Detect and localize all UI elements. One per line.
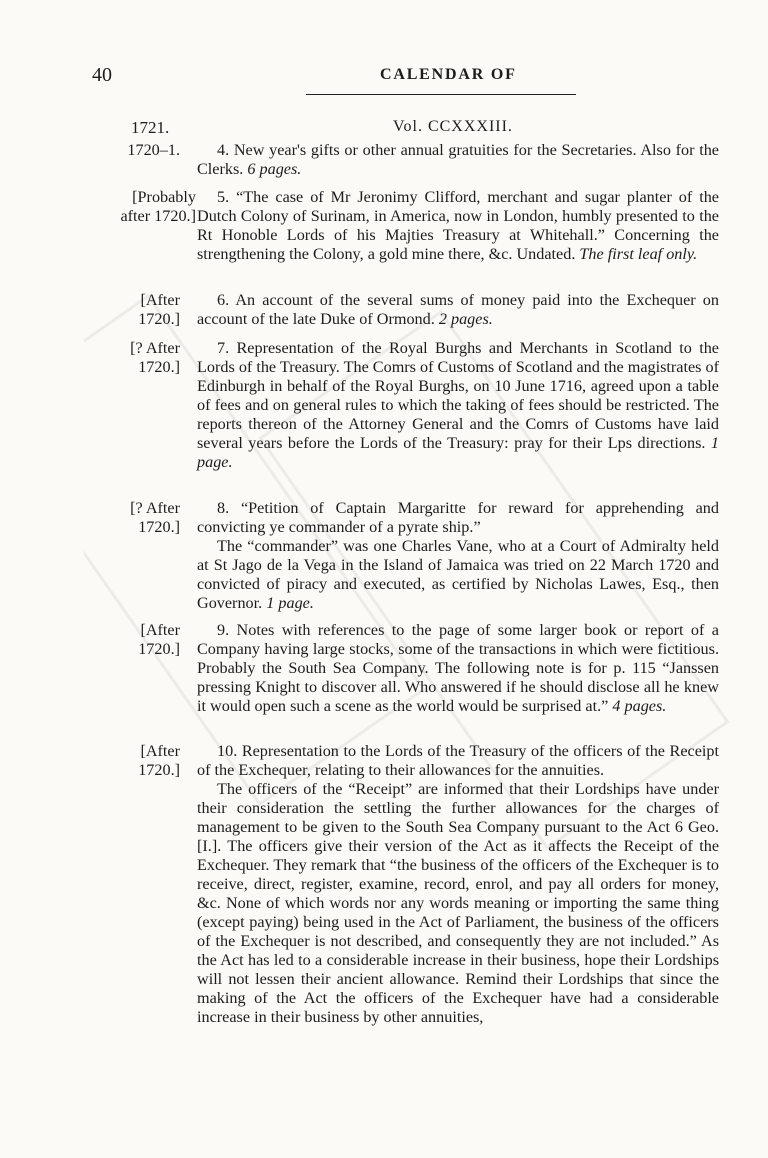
entry-body: 6. An account of the several sums of money paid into the Exchequer on account of the late Duke of Ormond.: [197, 291, 719, 328]
entry-body: 7. Representation of the Royal Burghs and Merchants in Scotland to the Lords of the Treasury. The Comrs of Customs of Scotland and the magistrates of Edinburgh in behalf of the Royal Burghs, on 10 June 1716, agreed upon a table of fees and on general rules to which the taking of fees should be restricted. The reports thereon of the Attorney General and the Comrs of Customs have laid several years before the Lords of the Treasury: pray for their Lps directions.: [197, 339, 719, 452]
entry-text: [197, 141, 719, 179]
entry-text: [197, 188, 719, 264]
entry-7: [92, 339, 722, 472]
entry-6: [92, 291, 722, 329]
entry-note: The “commander” was one Charles Vane, who at a Court of Admiralty held at St Jago de la Vega in the Island of Jamaica was tried on 22 March 1720 and convicted of piracy and executed, as certified by Nicholas Lawes, Esq., then Governor.: [197, 537, 719, 612]
entry-date: [? After 1720.]: [130, 339, 180, 376]
entry-date: [After 1720.]: [138, 742, 180, 779]
page-count: 4 pages.: [612, 697, 667, 715]
entry-text: [197, 499, 719, 613]
header-rule: [306, 94, 576, 95]
entry-note: The officers of the “Receipt” are informed that their Lordships have under their consideration the settling the further allowances for the charges of management to be given to the South Sea Company pursuant to the Act 6 Geo. [I.]. The officers give their version of the Act as it affects the Receipt of the Exchequer. They remark that “the business of the officers of the Exchequer is to receive, direct, register, examine, record, enrol, and pay all orders for money, &c. None of which words nor any words meaning or importing the same thing (except paying) being used in the Act of Parliament, the business of the officers of the Exchequer is not described, and consequently they are not included.” As the Act has led to a considerable increase in their business, hope their Lordships will not lessen their ancient allowance. Remind their Lordships that since the making of the Act the officers of the Exchequer have had a considerable increase in their business by other annuities,: [197, 780, 719, 1026]
running-title: CALENDAR OF: [380, 66, 517, 83]
entry-text: [197, 339, 719, 472]
entry-text: [197, 291, 719, 329]
page-count: 2 pages.: [438, 310, 493, 328]
entry-body: 9. Notes with references to the page of some larger book or report of a Company having large stocks, some of the transactions in which were fictitious. Probably the South Sea Company. The following note is for p. 115 “Janssen pressing Knight to discover all. Who answered if he should disclose all he knew it would open such a scene as the world would be surprised at.”: [197, 621, 719, 715]
entry-4: [92, 141, 722, 179]
entry-10: [92, 742, 722, 1027]
page-count: 6 pages.: [247, 160, 302, 178]
page-count: 1 page.: [197, 434, 719, 471]
volume-heading: Vol. CCXXXIII.: [393, 118, 513, 135]
entry-date: [? After 1720.]: [130, 499, 180, 536]
entry-date: 1720–1.: [127, 141, 180, 159]
entry-date: [After 1720.]: [138, 621, 180, 658]
entry-text: [197, 742, 719, 1027]
entry-text: [197, 621, 719, 716]
entry-body: 5. “The case of Mr Jeronimy Clifford, merchant and sugar planter of the Dutch Colony of Surinam, in America, now in London, humbly presented to the Rt Honoble Lords of his Majties Treasury at Whitehall.” Concerning the strengthening the Colony, a gold mine there, &c. Undated.: [197, 188, 719, 263]
page-count: The first leaf only.: [579, 245, 698, 263]
entry-9: [92, 621, 722, 716]
entry-date: [Probably after 1720.]: [120, 188, 196, 225]
page-count: 1 page.: [266, 594, 314, 612]
entry-body: 4. New year's gifts or other annual gratuities for the Secretaries. Also for the Clerks.: [197, 141, 719, 178]
entry-5: [92, 188, 722, 264]
entry-8: [92, 499, 722, 613]
entry-body: 10. Representation to the Lords of the Treasury of the officers of the Receipt of the Exchequer, relating to their allowances for the annuities.: [197, 742, 719, 779]
entry-date: [After 1720.]: [138, 291, 180, 328]
entry-body: 8. “Petition of Captain Margaritte for reward for apprehending and convicting ye commander of a pyrate ship.”: [197, 499, 719, 536]
year-heading: 1721.: [131, 118, 170, 137]
page-number: 40: [92, 64, 112, 86]
